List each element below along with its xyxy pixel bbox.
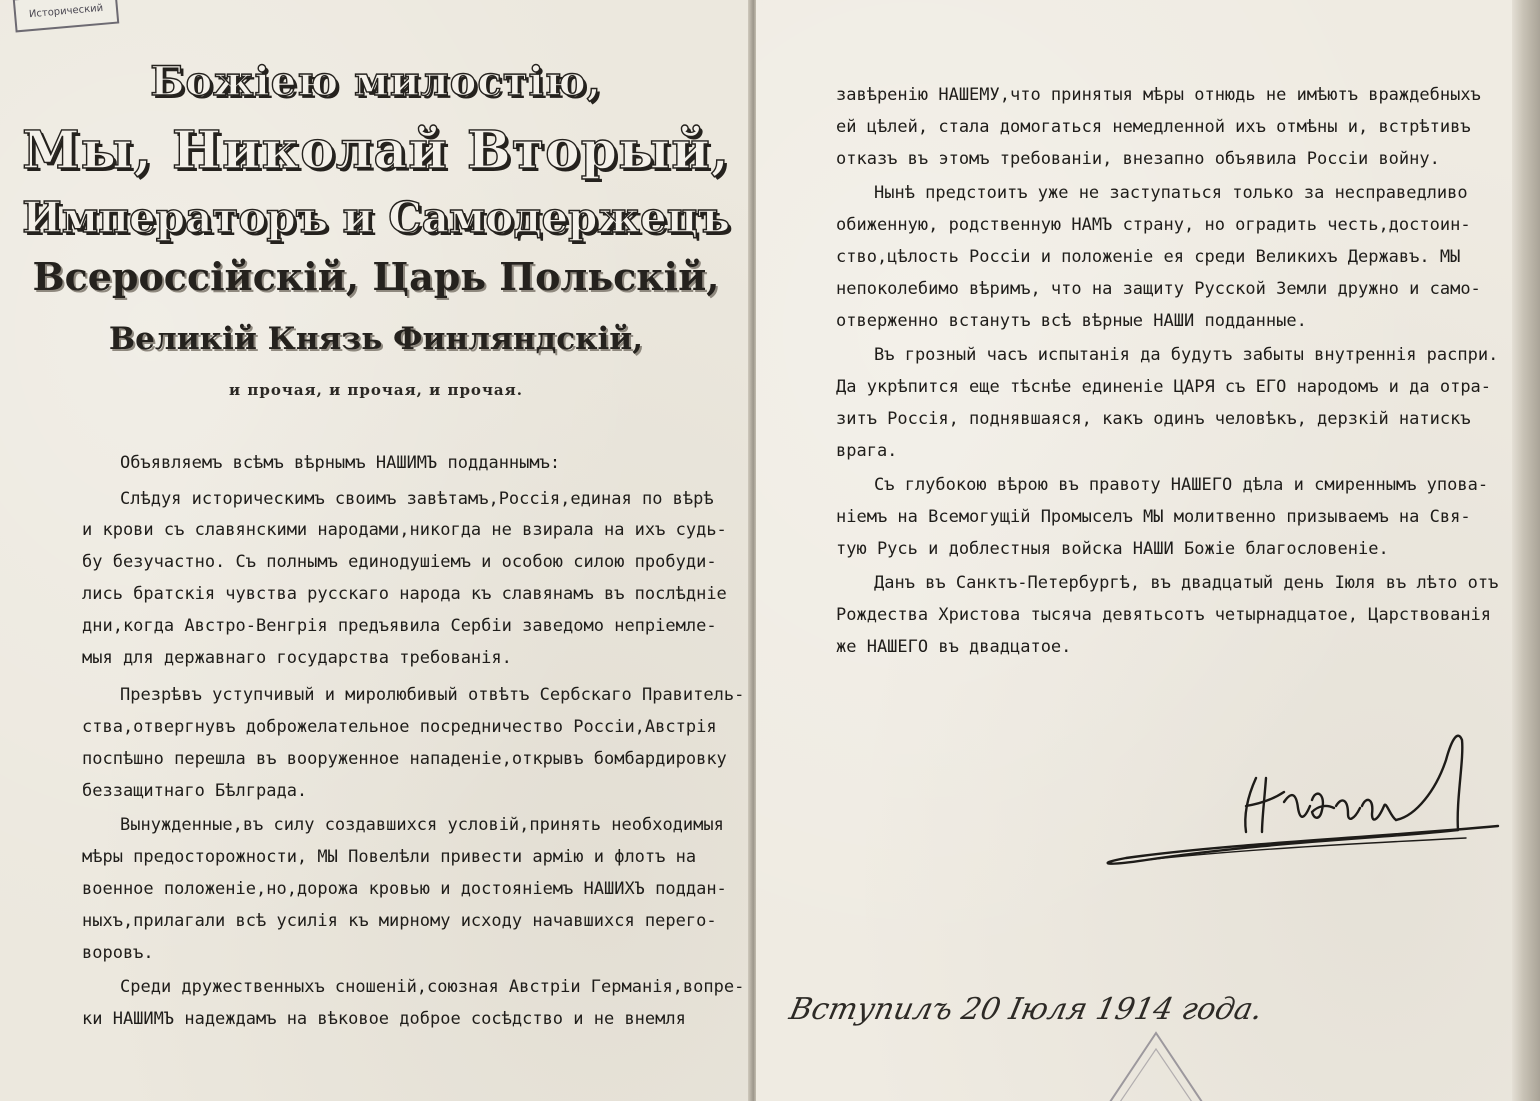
archive-stamp-label: Исторический	[28, 2, 104, 20]
body-line: мыя для державнаго государства требованiя.	[82, 648, 512, 668]
body-line: Данъ въ Санктъ-Петербургѣ, въ двадцатый день Iюля въ лѣто отъ	[874, 573, 1499, 593]
archive-stamp	[13, 0, 120, 32]
heading-line-4: Всероссiйскiй, Царь Польскiй,	[32, 254, 720, 299]
body-line: мѣры предосторожности, МЫ Повелѣли привести армiю и флотъ на	[82, 847, 697, 867]
body-line: ства,отвергнувъ доброжелательное посредничество Россiи,Австрiя	[82, 717, 717, 737]
body-line: и крови съ славянскими народами,никогда не взирала на ихъ судь-	[82, 520, 727, 540]
body-line: завѣренiю НАШЕМУ,что принятыя мѣры отнюдь не имѣютъ враждебныхъ	[836, 85, 1481, 105]
body-line: Вынужденные,въ силу создавшихся условiй,принять необходимыя	[120, 815, 724, 835]
body-line: поспѣшно перешла въ вооруженное нападенiе,открывъ бомбардировку	[82, 749, 727, 769]
body-line: обиженную, родственную НАМЪ страну, но оградить честь,достоин-	[836, 215, 1471, 235]
body-line: бу безучастно. Съ полнымъ единодушiемъ и особою силою пробуди-	[82, 552, 717, 572]
body-line: нiемъ на Всемогущiй Промыселъ МЫ молитвенно призываемъ на Свя-	[836, 507, 1471, 527]
body-line: Среди дружественныхъ сношенiй,союзная Австрiи Германiя,вопре-	[120, 977, 745, 997]
manifesto-left-page	[0, 0, 752, 1101]
body-line: отказъ въ этомъ требованiи, внезапно объявила Россiи войну.	[836, 149, 1440, 169]
body-line: тую Русь и доблестныя войска НАШИ Божiе благословенiе.	[836, 539, 1389, 559]
body-line: Да укрѣпится еще тѣснѣе единенiе ЦАРЯ съ ЕГО народомъ и да отра-	[836, 377, 1492, 397]
body-line: Съ глубокою вѣрою въ правоту НАШЕГО дѣла и смиреннымъ упова-	[874, 475, 1489, 495]
archive-triangle-stamp	[1096, 1025, 1216, 1101]
signature-nikolai	[1086, 720, 1506, 890]
body-line: ныхъ,прилагали всѣ усилiя къ мирному исходу начавшихся перего-	[82, 911, 717, 931]
body-line: ство,цѣлость Россiи и положенiе ея среди Великихъ Державъ. МЫ	[836, 247, 1461, 267]
body-line: зитъ Россiя, поднявшаяся, какъ одинъ человѣкъ, дерзкiй натискъ	[836, 409, 1471, 429]
body-line: лись братскiя чувства русскаго народа къ славянамъ въ послѣднiе	[82, 584, 727, 604]
body-line: Нынѣ предстоитъ уже не заступаться только за несправедливо	[874, 183, 1468, 203]
page-edge	[1512, 0, 1540, 1101]
handwritten-note: Вступилъ 20 Iюля 1914 года.	[786, 992, 1266, 1027]
body-line: же НАШЕГО въ двадцатое.	[836, 637, 1072, 657]
body-line: Въ грозный часъ испытанiя да будутъ забыты внутреннiя распри.	[874, 345, 1499, 365]
body-line: отверженно встанутъ всѣ вѣрные НАШИ подданные.	[836, 311, 1307, 331]
body-line: Объявляемъ всѣмъ вѣрнымъ НАШИМЪ подданнымъ:	[120, 453, 561, 473]
body-line: Слѣдуя историческимъ своимъ завѣтамъ,Россiя,единая по вѣрѣ	[120, 489, 714, 509]
body-line: врага.	[836, 441, 898, 461]
body-line: непоколебимо вѣримъ, что на защиту Русской Земли дружно и само-	[836, 279, 1481, 299]
manifesto-right-page	[756, 0, 1536, 1101]
body-line: Презрѣвъ уступчивый и миролюбивый отвѣтъ Сербскаго Правитель-	[120, 685, 745, 705]
body-line: Рождества Христова тысяча девятьсотъ четырнадцатое, Царствованiя	[836, 605, 1492, 625]
body-line: ей цѣлей, стала домогаться немедленной ихъ отмѣны и, встрѣтивъ	[836, 117, 1471, 137]
heading-line-5: Великiй Князь Финляндскiй,	[108, 321, 644, 357]
heading-line-2: Мы, Николай Вторый,	[22, 120, 730, 181]
body-line: военное положенiе,но,дорожа кровью и достоянiемъ НАШИХЪ поддан-	[82, 879, 727, 899]
heading-line-6: и прочая, и прочая, и прочая.	[229, 381, 523, 399]
body-line: ки НАШИМЪ надеждамъ на вѣковое доброе сосѣдство и не внемля	[82, 1009, 686, 1029]
heading-line-3: Императоръ и Самодержецъ	[22, 193, 730, 242]
body-line: воровъ.	[82, 943, 154, 963]
heading-line-1: Божiею милостiю,	[150, 58, 602, 105]
body-line: дни,когда Австро-Венгрiя предъявила Сербiи заведомо непрiемле-	[82, 616, 717, 636]
body-line: беззащитнаго Бѣлграда.	[82, 781, 308, 801]
